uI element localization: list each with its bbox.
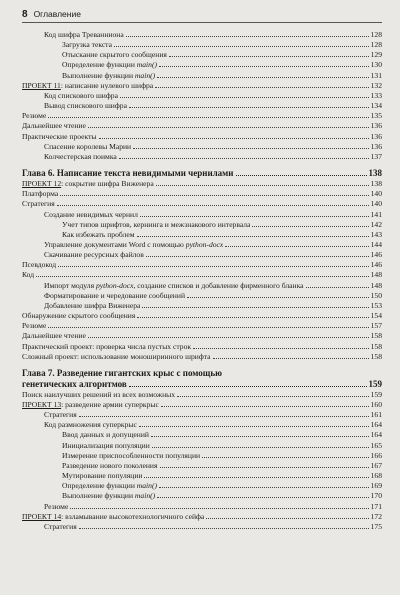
toc-entry[interactable] — [22, 410, 382, 420]
toc-entry-title: Резюме — [22, 111, 47, 121]
leader-dots — [79, 528, 369, 529]
leader-dots — [129, 107, 369, 108]
toc-entry-title: Импорт модуля python-docx, создание списков и добавление фирменного бланка — [44, 280, 304, 290]
toc-entry-page: 161 — [370, 410, 382, 420]
toc-entry-title: Код — [22, 270, 35, 280]
leader-dots — [160, 467, 369, 468]
toc-entry-title: Платформа — [22, 189, 59, 199]
leader-dots — [252, 226, 368, 227]
toc-entry-title: ПРОЕКТ 14: взламывание высокотехнологичного сейфа — [22, 511, 205, 521]
toc-entry-title: Код размножения суперкрыс — [44, 420, 137, 430]
toc-entry-page: 142 — [370, 219, 382, 229]
toc-entry-title: Спасение королевы Марии — [44, 141, 132, 151]
toc-entry-title: Учет типов шрифтов, кернинга и межзнакового интервала — [62, 219, 251, 229]
toc-entry[interactable] — [22, 291, 382, 301]
toc-entry-page: 158 — [370, 351, 382, 361]
toc-entry-title: Загрузка текста — [62, 40, 112, 50]
leader-dots — [137, 236, 369, 237]
toc-entry-title: Стратегия — [22, 199, 55, 209]
toc-entry[interactable] — [22, 152, 382, 162]
toc-entry-title: Дальнейшее чтение — [22, 331, 86, 341]
toc-entry[interactable] — [22, 281, 382, 291]
chapter-6-title: Глава 6. Написание текста невидимыми чернилами — [22, 168, 234, 179]
toc-entry-title: Определение функции main() — [62, 481, 158, 491]
leader-dots — [142, 307, 368, 308]
leader-dots — [146, 256, 369, 257]
leader-dots — [139, 426, 369, 427]
chapter-7-title-line1: Глава 7. Разведение гигантских крыс с помощью — [22, 367, 223, 378]
toc-entry[interactable] — [22, 471, 382, 481]
running-title: Оглавление — [33, 9, 81, 19]
toc-entry-page: 165 — [370, 440, 382, 450]
project-label: ПРОЕКТ 12 — [22, 179, 62, 189]
toc-entry-page: 131 — [370, 70, 382, 80]
toc-entry-page: 134 — [370, 101, 382, 111]
leader-dots — [161, 406, 369, 407]
toc-entry-page: 130 — [370, 60, 382, 70]
toc-entry-title: ПРОЕКТ 12: сокрытие шифра Виженера — [22, 179, 154, 189]
leader-dots — [225, 246, 368, 247]
toc-entry-page: 132 — [370, 80, 382, 90]
toc-entry[interactable] — [22, 199, 382, 209]
toc-entry[interactable] — [22, 81, 382, 91]
leader-dots — [187, 297, 369, 298]
leader-dots — [48, 117, 368, 118]
page-number: 8 — [22, 9, 28, 20]
toc-entry[interactable] — [22, 30, 382, 40]
toc-entry-page: 150 — [370, 290, 382, 300]
toc-entry-title: Обнаружение скрытого сообщения — [22, 311, 136, 321]
leader-dots — [144, 477, 368, 478]
toc-entry-page: 138 — [370, 179, 382, 189]
toc-entry-title: Создание невидимых чернил — [44, 209, 138, 219]
toc-entry[interactable] — [22, 331, 382, 341]
toc-entry[interactable] — [22, 301, 382, 311]
leader-dots — [140, 216, 369, 217]
toc-entry-page: 133 — [370, 90, 382, 100]
toc-entry-page: 158 — [370, 341, 382, 351]
leader-dots — [157, 77, 368, 78]
toc-entry[interactable] — [22, 240, 382, 250]
toc-block-2 — [22, 179, 382, 362]
toc-entry[interactable] — [22, 189, 382, 199]
toc-entry-title: Дальнейшее чтение — [22, 121, 86, 131]
toc-entry-page: 128 — [370, 40, 382, 50]
toc-entry-title: Колчестерская поимка — [44, 151, 117, 161]
toc-entry-title: Вывод спискового шифра — [44, 101, 127, 111]
leader-dots — [119, 158, 369, 159]
toc-entry-page: 166 — [370, 450, 382, 460]
leader-dots — [99, 138, 369, 139]
leader-dots — [157, 497, 368, 498]
toc-entry-title: Практические проекты — [22, 131, 97, 141]
toc-entry-page: 171 — [370, 501, 382, 511]
leader-dots — [137, 317, 368, 318]
toc-entry-page: 167 — [370, 460, 382, 470]
toc-entry-title: Ввод данных и допущений — [62, 430, 149, 440]
page-header — [22, 9, 382, 23]
toc-entry-page: 136 — [370, 141, 382, 151]
leader-dots — [306, 287, 369, 288]
leader-dots — [151, 436, 369, 437]
toc-entry[interactable] — [22, 142, 382, 152]
toc-entry-title: Практический проект: проверка числа пустых строк — [22, 341, 192, 351]
toc-entry-page: 143 — [370, 229, 382, 239]
toc-entry[interactable] — [22, 121, 382, 131]
chapter-6-heading[interactable] — [22, 168, 382, 179]
leader-dots — [126, 36, 369, 37]
toc-entry[interactable] — [22, 321, 382, 331]
leader-dots — [120, 97, 369, 98]
leader-dots — [48, 327, 368, 328]
leader-dots — [236, 175, 367, 176]
toc-entry-title: ПРОЕКТ 13: разведение армии суперкрыс — [22, 400, 159, 409]
toc-entry-page: 136 — [370, 131, 382, 141]
toc-entry-page: 153 — [370, 300, 382, 310]
toc-entry[interactable] — [22, 101, 382, 111]
toc-block-1 — [22, 30, 382, 162]
toc-entry-page: 135 — [370, 111, 382, 121]
toc-entry-page: 146 — [370, 260, 382, 270]
toc-entry-title: Поиск наилучших решений из всех возможных — [22, 389, 176, 399]
toc-entry[interactable] — [22, 441, 382, 451]
leader-dots — [57, 205, 369, 206]
toc-entry[interactable] — [22, 250, 382, 260]
toc-entry-title: Разведение нового поколения — [62, 460, 158, 470]
toc-entry-title: Выполнение функции main() — [62, 70, 156, 80]
toc-entry-title: Форматирование и чередование сообщений — [44, 290, 186, 300]
toc-entry[interactable] — [22, 430, 382, 440]
toc-entry-page: 129 — [370, 50, 382, 60]
toc-entry-title: Псевдокод — [22, 260, 57, 270]
leader-dots — [177, 396, 369, 397]
toc-entry[interactable] — [22, 71, 382, 81]
leader-dots — [79, 416, 369, 417]
toc-entry-page: 128 — [370, 30, 382, 39]
toc-block-3 — [22, 390, 382, 532]
toc-entry[interactable] — [22, 210, 382, 220]
leader-dots — [169, 56, 369, 57]
toc-entry-title: Резюме — [44, 501, 69, 511]
toc-entry-page: 169 — [370, 481, 382, 491]
leader-dots — [159, 66, 369, 67]
leader-dots — [88, 337, 369, 338]
toc-entry-page: 164 — [370, 420, 382, 430]
leader-dots — [114, 46, 369, 47]
toc-entry-title: Измерение приспособленности популяции — [62, 450, 201, 460]
toc-entry-title: Как избежать проблем — [62, 229, 135, 239]
toc-entry-page: 141 — [370, 209, 382, 219]
toc-entry[interactable] — [22, 352, 382, 362]
toc-entry[interactable] — [22, 390, 382, 400]
toc-entry-page: 160 — [370, 400, 382, 409]
toc-entry-title: Выполнение функции main() — [62, 491, 156, 501]
toc-entry[interactable] — [22, 179, 382, 189]
toc-entry-page: 154 — [370, 311, 382, 321]
toc-entry-title: Инициализация популяции — [62, 440, 150, 450]
toc-entry[interactable] — [22, 481, 382, 491]
toc-entry[interactable] — [22, 91, 382, 101]
toc-entry[interactable] — [22, 502, 382, 512]
toc-entry[interactable] — [22, 220, 382, 230]
toc-entry-page: 144 — [370, 239, 382, 249]
leader-dots — [206, 518, 368, 519]
toc-entry[interactable] — [22, 512, 382, 522]
toc-entry[interactable] — [22, 451, 382, 461]
chapter-7-heading[interactable] — [22, 368, 382, 390]
toc-entry-page: 146 — [370, 250, 382, 260]
toc-entry[interactable] — [22, 40, 382, 50]
leader-dots — [152, 447, 369, 448]
toc-entry-title: Определение функции main() — [62, 60, 158, 70]
toc-entry-page: 137 — [370, 151, 382, 161]
toc-entry-title: Скачивание ресурсных файлов — [44, 250, 144, 260]
toc-entry-title: Стратегия — [44, 521, 77, 531]
toc-entry[interactable] — [22, 60, 382, 70]
toc-entry[interactable] — [22, 270, 382, 280]
toc-entry[interactable] — [22, 230, 382, 240]
toc-entry-title: Код шифра Треванниона — [44, 30, 124, 39]
toc-entry[interactable] — [22, 342, 382, 352]
toc-entry[interactable] — [22, 311, 382, 321]
toc-entry-title: Мутирование популяции — [62, 471, 143, 481]
toc-entry-title: Резюме — [22, 321, 47, 331]
toc-entry[interactable] — [22, 132, 382, 142]
toc-entry-title: ПРОЕКТ 11: написание нулевого шифра — [22, 80, 154, 90]
toc-entry-title: Отыскание скрытого сообщения — [62, 50, 167, 60]
toc-entry-title: Управление документами Word с помощью python-docx — [44, 239, 224, 249]
toc-entry-title: Код спискового шифра — [44, 90, 118, 100]
leader-dots — [133, 148, 368, 149]
leader-dots — [88, 127, 369, 128]
leader-dots — [193, 348, 369, 349]
toc-entry-page: 168 — [370, 471, 382, 481]
toc-entry-page: 140 — [370, 189, 382, 199]
toc-entry-title: Добавление шифра Виженера — [44, 300, 141, 310]
toc-entry[interactable] — [22, 400, 382, 410]
leader-dots — [70, 508, 368, 509]
project-label: ПРОЕКТ 13 — [22, 400, 62, 409]
leader-dots — [60, 195, 368, 196]
leader-dots — [58, 266, 368, 267]
toc-entry[interactable] — [22, 461, 382, 471]
chapter-7-page: 159 — [368, 378, 382, 389]
toc-entry[interactable] — [22, 50, 382, 60]
toc-entry-page: 164 — [370, 430, 382, 440]
chapter-7-title-line2: генетических алгоритмов — [22, 378, 127, 389]
toc-entry-page: 140 — [370, 199, 382, 209]
toc-entry-page: 170 — [370, 491, 382, 501]
leader-dots — [156, 185, 369, 186]
toc-entry-page: 172 — [370, 511, 382, 521]
toc-entry-page: 148 — [370, 280, 382, 290]
leader-dots — [202, 457, 369, 458]
toc-entry-title: Стратегия — [44, 410, 77, 420]
toc-entry[interactable] — [22, 111, 382, 121]
leader-dots — [155, 87, 368, 88]
toc-entry-title: Сложный проект: использование моноширинного шрифта — [22, 351, 211, 361]
toc-entry[interactable] — [22, 260, 382, 270]
toc-entry[interactable] — [22, 491, 382, 501]
leader-dots — [213, 358, 369, 359]
toc-entry-page: 158 — [370, 331, 382, 341]
toc-entry-page: 148 — [370, 270, 382, 280]
leader-dots — [159, 487, 369, 488]
toc-entry[interactable] — [22, 420, 382, 430]
leader-dots — [36, 276, 368, 277]
toc-entry-page: 159 — [370, 389, 382, 399]
leader-dots — [129, 386, 367, 387]
project-label: ПРОЕКТ 11 — [22, 80, 61, 90]
toc-entry-page: 136 — [370, 121, 382, 131]
chapter-6-page: 138 — [368, 168, 382, 179]
project-label: ПРОЕКТ 14 — [22, 511, 62, 521]
toc-entry[interactable] — [22, 522, 382, 532]
toc-entry-page: 157 — [370, 321, 382, 331]
toc-entry-page: 175 — [370, 521, 382, 531]
